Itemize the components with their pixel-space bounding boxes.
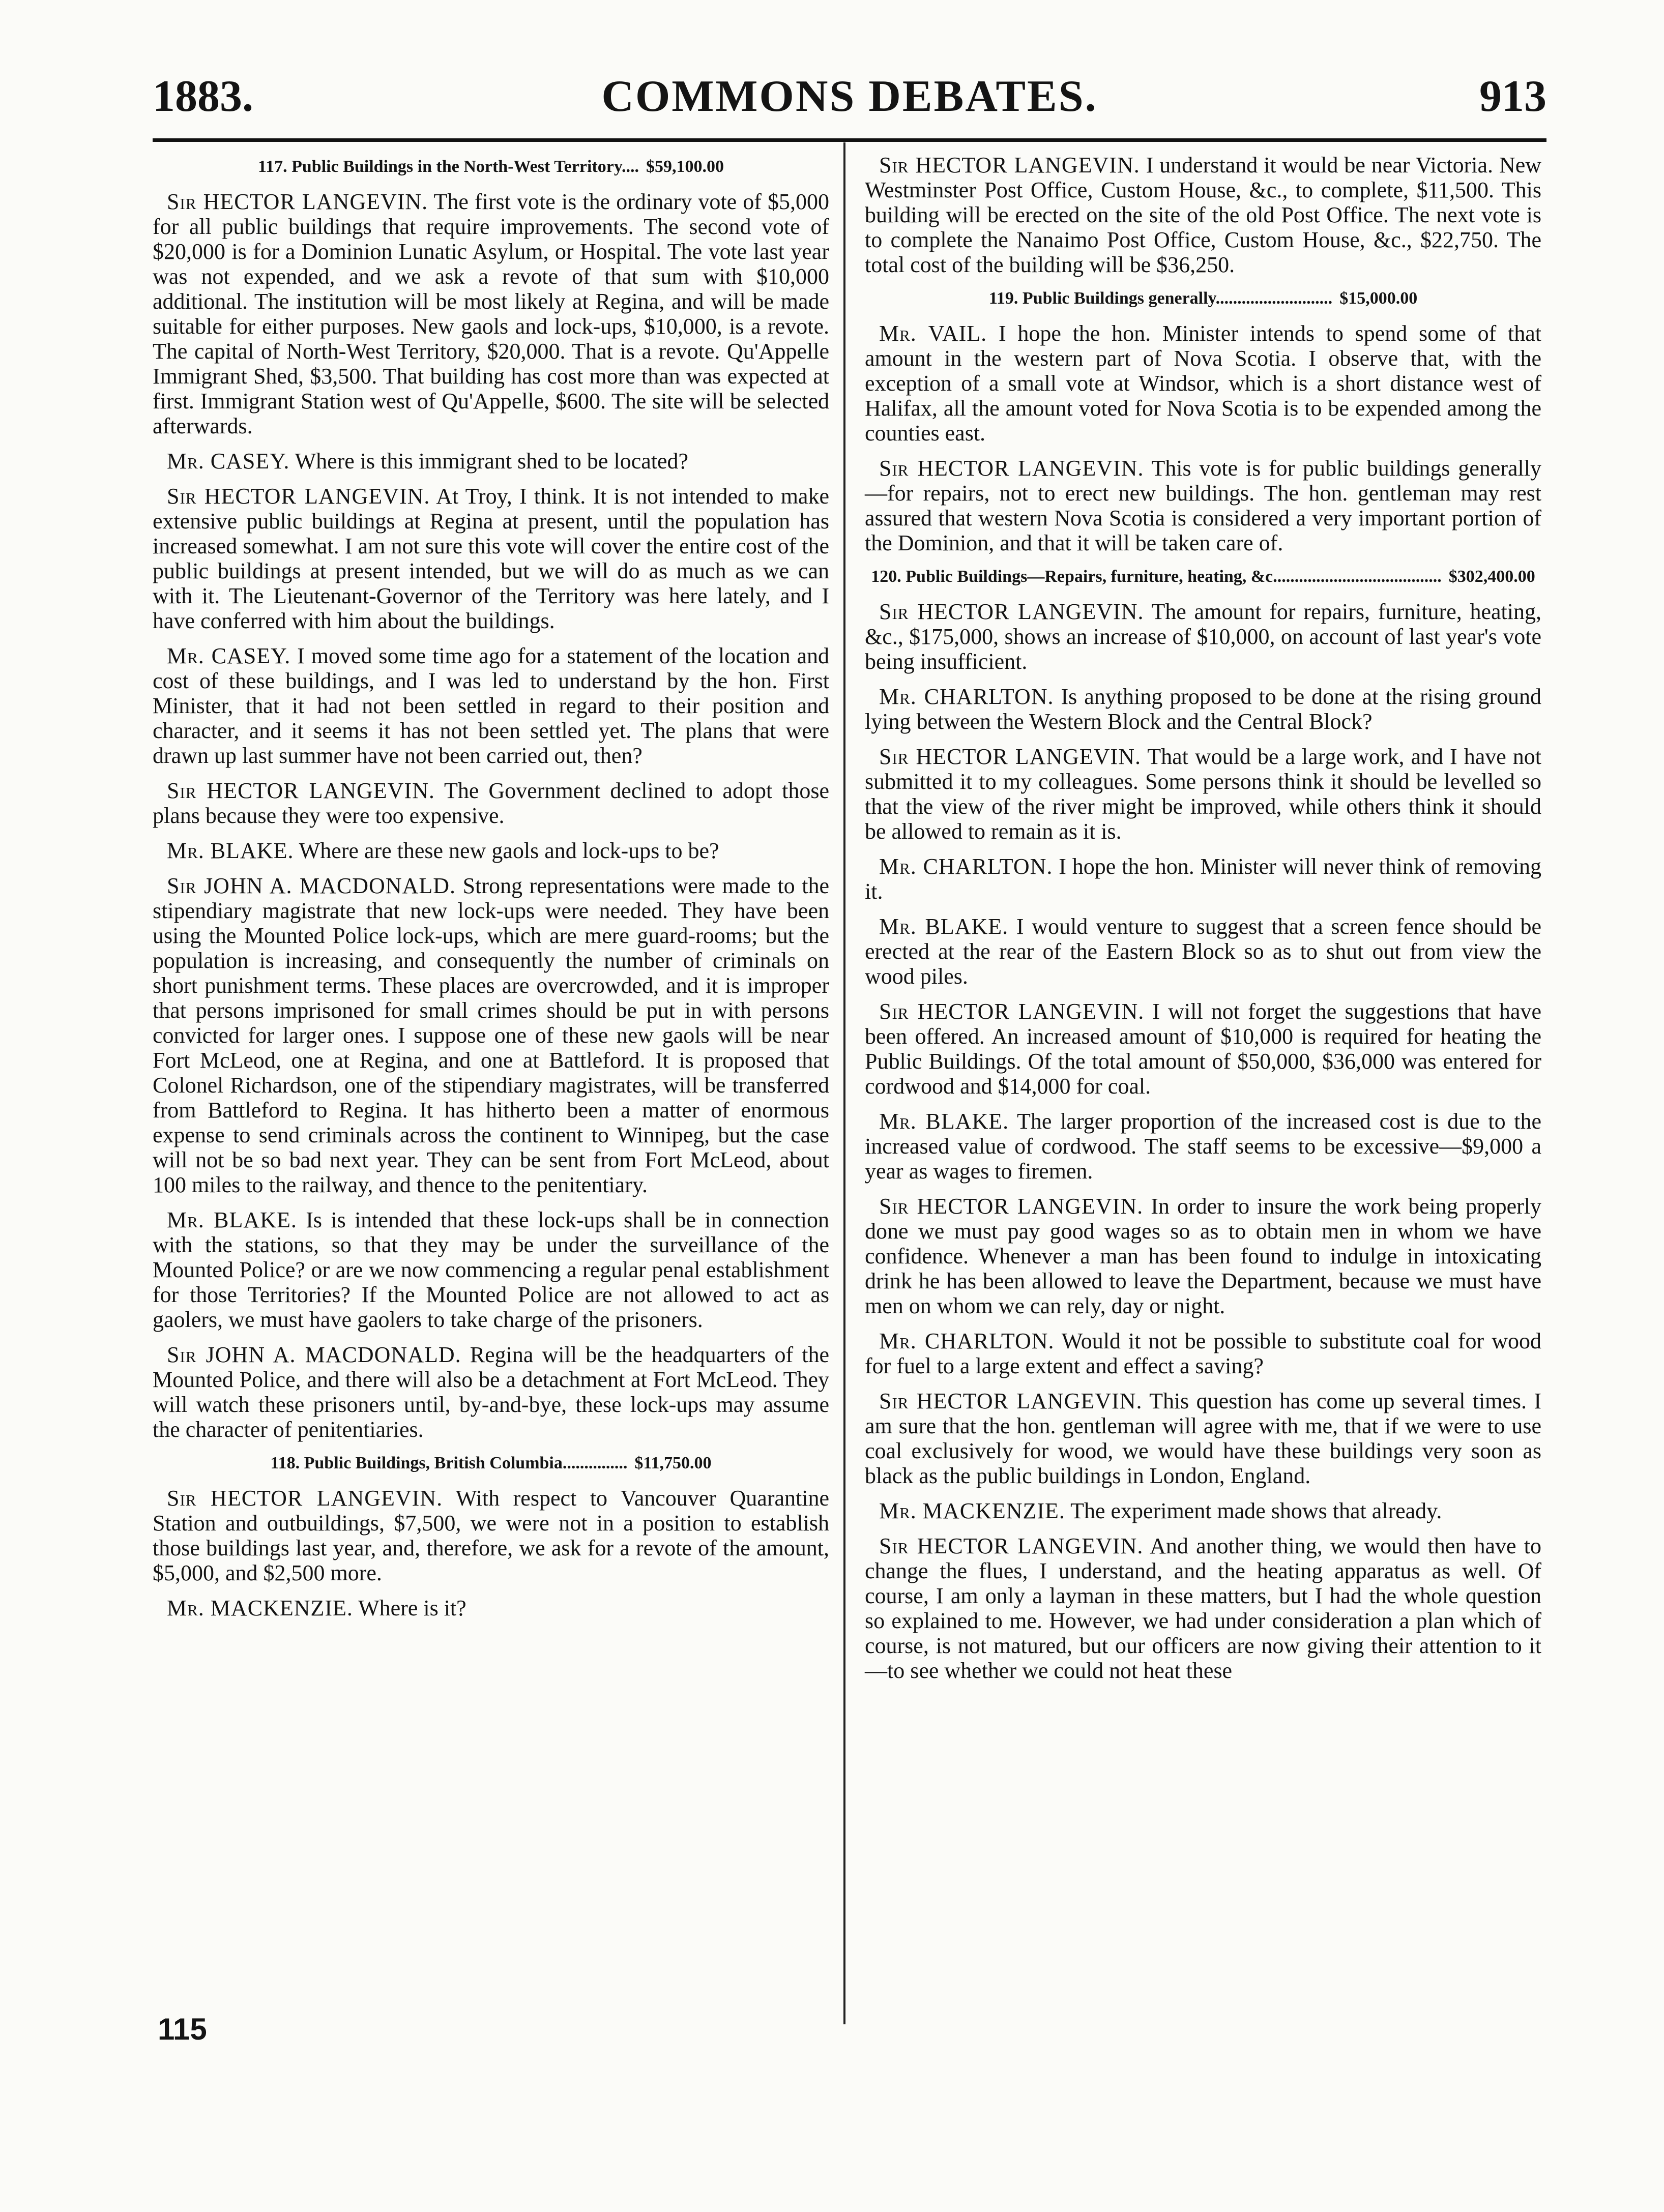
speaker-name: Mr. CHARLTON. bbox=[879, 854, 1053, 879]
speech-paragraph bbox=[153, 189, 829, 438]
speech-paragraph bbox=[865, 684, 1541, 734]
speaker-name: Sir JOHN A. MACDONALD. bbox=[167, 873, 456, 899]
speaker-name: Mr. MACKENZIE. bbox=[879, 1498, 1065, 1524]
speech-text: This question has come up several times. I am sure that the hon. gentleman will agree with me, that if we were to use coal exclusively for wood, we would have these buildings very soon as black as the public buildings in London, England. bbox=[865, 1389, 1541, 1489]
speech-paragraph bbox=[153, 838, 829, 863]
speaker-name: Sir HECTOR LANGEVIN. bbox=[879, 153, 1140, 178]
speaker-name: Sir HECTOR LANGEVIN. bbox=[167, 1486, 443, 1511]
speech-paragraph bbox=[153, 778, 829, 828]
speech-text: I hope the hon. Minister intends to spend some of that amount in the western part of Nova Scotia. I observe that, with the exception of a small vote at Windsor, which is a short distance west of Halifax, all the amount voted for Nova Scotia is to be expended among the counties east. bbox=[865, 321, 1541, 446]
speech-text: I moved some time ago for a statement of the location and cost of these buildings, and I was led to understand by the hon. First Minister, that it had not been settled in regard to their position and character, and it seems it has not been settled yet. The plans that were drawn up last summer have not been carried out, then? bbox=[153, 643, 830, 769]
estimate-item-heading bbox=[865, 566, 1541, 588]
column-divider bbox=[843, 142, 845, 2024]
speech-paragraph bbox=[865, 744, 1541, 844]
speech-text: The amount for repairs, furniture, heating, &c., $175,000, shows an increase of $10,000, on account of last year's vote being insufficient. bbox=[865, 599, 1541, 674]
speech-text: Is is intended that these lock-ups shall be in connection with the stations, so that they may be under the surveillance of the Mounted Police? or are we now commencing a regular penal establishment for those Territories? If the Mounted Police are not allowed to act as gaolers, we must have gaolers to take charge of the prisoners. bbox=[153, 1207, 830, 1333]
estimate-item-amount: $11,750.00 bbox=[634, 1454, 712, 1473]
speech-paragraph bbox=[865, 999, 1541, 1099]
speech-paragraph bbox=[153, 1486, 829, 1585]
footer-signature-mark: 115 bbox=[158, 2012, 207, 2046]
header-title: COMMONS DEBATES. bbox=[601, 72, 1098, 121]
speaker-name: Sir JOHN A. MACDONALD. bbox=[167, 1342, 461, 1368]
speech-text: The first vote is the ordinary vote of $5,000 for all public buildings that require improvements. The second vote of $20,000 is for a Dominion Lunatic Asylum, or Hospital. The vote last year was not expended, and we ask a revote of that sum with $10,000 additional. The institution will be most likely at Regina, and will be made suitable for either purposes. New gaols and lock-ups, $10,000, is a revote. The capital of North-West Territory, $20,000. That is a revote. Qu'Appelle Immigrant Shed, $3,500. That building has cost more than was expected at first. Immigrant Station west of Qu'Appelle, $600. The site will be selected afterwards. bbox=[153, 189, 829, 439]
speaker-name: Mr. CHARLTON. bbox=[879, 1329, 1055, 1354]
page-header bbox=[153, 66, 1546, 127]
speaker-name: Sir HECTOR LANGEVIN. bbox=[167, 189, 428, 215]
estimate-item-label: 118. Public Buildings, British Columbia............... bbox=[270, 1454, 628, 1473]
speech-text: With respect to Vancouver Quarantine Station and outbuildings, $7,500, we were not in a position to establish those buildings last year, and, therefore, we ask for a revote of the amount, $5,000, and $2,500 more. bbox=[153, 1486, 829, 1586]
estimate-item-amount: $15,000.00 bbox=[1339, 289, 1418, 308]
speech-paragraph bbox=[865, 599, 1541, 674]
speaker-name: Sir HECTOR LANGEVIN. bbox=[879, 1533, 1144, 1559]
estimate-item-heading bbox=[865, 287, 1541, 310]
speech-text: Is anything proposed to be done at the rising ground lying between the Western Block and the Central Block? bbox=[865, 684, 1541, 734]
estimate-item-label: 119. Public Buildings generally........................... bbox=[988, 289, 1333, 308]
speaker-name: Mr. BLAKE. bbox=[879, 1109, 1009, 1134]
speech-text: At Troy, I think. It is not intended to make extensive public buildings at Regina at present, until the population has increased somewhat. I am not sure this vote will cover the entire cost of the public buildings at present intended, but we will do as much as we can with it. The Lieutenant-Governor of the Territory was here lately, and I have conferred with him about the buildings. bbox=[153, 484, 829, 634]
speech-paragraph bbox=[865, 321, 1541, 446]
speech-text: I will not forget the suggestions that have been offered. An increased amount of $10,000 is required for heating the Public Buildings. Of the total amount of $50,000, $36,000 was entered for cordwood and $14,000 for coal. bbox=[865, 999, 1541, 1099]
speech-text: Strong representations were made to the stipendiary magistrate that new lock-ups were needed. They have been using the Mounted Police lock-ups, which are mere guard-rooms; but the population is increasing, and consequently the number of criminals on short punishment terms. These places are overcrowded, and it is improper that persons imprisoned for small crimes should be put in with persons convicted for larger ones. I suppose one of these new gaols will be near Fort McLeod, one at Regina, and one at Battleford. It is proposed that Colonel Richardson, one of the stipendiary magistrates, will be transferred from Battleford to Regina. It has hitherto been a matter of enormous expense to send criminals across the continent to Winnipeg, but the case will not be so bad next year. They can be sent from Fort McLeod, about 100 miles to the railway, and thence to the penitentiary. bbox=[153, 873, 829, 1198]
speech-paragraph bbox=[865, 153, 1541, 277]
speech-paragraph bbox=[865, 1533, 1541, 1683]
right-column bbox=[865, 153, 1541, 1693]
header-rule bbox=[153, 138, 1546, 142]
left-column bbox=[153, 153, 829, 1631]
speech-text: I understand it would be near Victoria. New Westminster Post Office, Custom House, &c., to complete, $11,500. This building will be erected on the site of the old Post Office. The next vote is to complete the Nanaimo Post Office, Custom House, &c., $22,750. The total cost of the building will be $36,250. bbox=[865, 153, 1542, 277]
speaker-name: Sir HECTOR LANGEVIN. bbox=[879, 599, 1144, 625]
speech-paragraph bbox=[865, 1389, 1541, 1488]
speech-text: The experiment made shows that already. bbox=[1070, 1498, 1442, 1524]
speaker-name: Sir HECTOR LANGEVIN. bbox=[167, 778, 435, 804]
speech-paragraph bbox=[865, 1498, 1541, 1523]
speaker-name: Mr. BLAKE. bbox=[167, 838, 294, 864]
speaker-name: Sir HECTOR LANGEVIN. bbox=[879, 1389, 1143, 1414]
speaker-name: Mr. VAIL. bbox=[879, 321, 987, 346]
header-page-number: 913 bbox=[1479, 72, 1546, 121]
speech-text: Where is this immigrant shed to be located? bbox=[295, 449, 689, 474]
estimate-item-label: 120. Public Buildings—Repairs, furniture, heating, &c....................................... bbox=[871, 567, 1442, 586]
speech-text: This vote is for public buildings generally—for repairs, not to erect new buildings. The hon. gentleman may rest assured that western Nova Scotia is considered a very important portion of the Dominion, and that it will be taken care of. bbox=[865, 456, 1541, 556]
speech-text: Would it not be possible to substitute coal for wood for fuel to a large extent and effect a saving? bbox=[865, 1329, 1541, 1379]
speech-text: Regina will be the headquarters of the Mounted Police, and there will also be a detachment at Fort McLeod. They will watch these prisoners until, by-and-bye, these lock-ups may assume the character of penitentiaries. bbox=[153, 1342, 829, 1442]
speaker-name: Sir HECTOR LANGEVIN. bbox=[167, 484, 430, 509]
speech-text: And another thing, we would then have to change the flues, I understand, and the heating apparatus as well. Of course, I am only a layman in these matters, but I had the whole question so explained to me. However, we had under consideration a plan which of course, is not matured, but our officers are now giving their attention to it—to see whether we could not heat these bbox=[865, 1533, 1541, 1684]
speech-paragraph bbox=[153, 1207, 829, 1332]
speech-text: I would venture to suggest that a screen fence should be erected at the rear of the Eastern Block so as to shut out from view the wood piles. bbox=[865, 914, 1542, 989]
speech-text: That would be a large work, and I have not submitted it to my colleagues. Some persons think it should be levelled so that the view of the river might be improved, while others think it should be allowed to remain as it is. bbox=[865, 744, 1541, 844]
estimate-item-label: 117. Public Buildings in the North-West Territory.... bbox=[257, 157, 639, 176]
estimate-item-heading bbox=[153, 1452, 829, 1474]
speaker-name: Mr. CASEY. bbox=[167, 643, 291, 669]
speaker-name: Mr. BLAKE. bbox=[879, 914, 1009, 939]
header-year: 1883. bbox=[153, 72, 253, 121]
speech-paragraph bbox=[153, 1342, 829, 1442]
speech-paragraph bbox=[865, 854, 1541, 904]
speech-paragraph bbox=[865, 1329, 1541, 1378]
speaker-name: Sir HECTOR LANGEVIN. bbox=[879, 1194, 1144, 1219]
speaker-name: Sir HECTOR LANGEVIN. bbox=[879, 744, 1141, 770]
speech-text: Where is it? bbox=[358, 1596, 466, 1621]
speech-paragraph bbox=[865, 1194, 1541, 1318]
speaker-name: Sir HECTOR LANGEVIN. bbox=[879, 999, 1145, 1024]
speech-paragraph bbox=[153, 1596, 829, 1620]
speech-paragraph bbox=[865, 1109, 1541, 1184]
speech-text: Where are these new gaols and lock-ups to be? bbox=[299, 838, 719, 864]
speech-paragraph bbox=[153, 484, 829, 633]
speech-paragraph bbox=[153, 873, 829, 1197]
speaker-name: Mr. BLAKE. bbox=[167, 1207, 297, 1233]
estimate-item-amount: $302,400.00 bbox=[1448, 567, 1535, 586]
speech-text: The Government declined to adopt those plans because they were too expensive. bbox=[153, 778, 829, 829]
speech-text: I hope the hon. Minister will never think of removing it. bbox=[865, 854, 1541, 904]
speech-paragraph bbox=[865, 914, 1541, 989]
speech-text: In order to insure the work being properly done we must pay good wages so as to obtain men in whom we have confidence. Whenever a man has been found to indulge in intoxicating drink he has been allowed to leave the Department, because we must have men on whom we can rely, day or night. bbox=[865, 1194, 1542, 1319]
speaker-name: Mr. CASEY. bbox=[167, 449, 290, 474]
speaker-name: Mr. MACKENZIE. bbox=[167, 1596, 353, 1621]
speech-paragraph bbox=[153, 449, 829, 474]
speaker-name: Mr. CHARLTON. bbox=[879, 684, 1054, 710]
estimate-item-heading bbox=[153, 156, 829, 178]
estimate-item-amount: $59,100.00 bbox=[646, 157, 724, 176]
speech-paragraph bbox=[153, 643, 829, 768]
speech-paragraph bbox=[865, 456, 1541, 555]
speech-text: The larger proportion of the increased cost is due to the increased value of cordwood. The staff seems to be excessive—$9,000 a year as wages to firemen. bbox=[865, 1109, 1541, 1184]
speaker-name: Sir HECTOR LANGEVIN. bbox=[879, 456, 1144, 481]
